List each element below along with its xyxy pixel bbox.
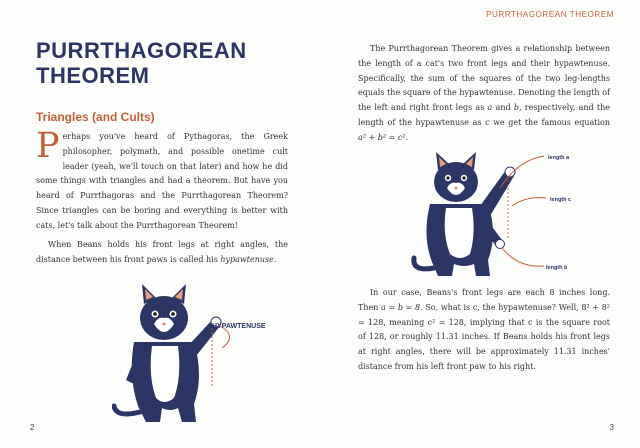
drop-cap: P: [36, 126, 60, 166]
running-head: PURRTHAGOREAN THEOREM: [486, 10, 614, 19]
hypawtenuse-paragraph-end: .: [273, 254, 277, 264]
theorem-text-2: and: [492, 103, 514, 113]
chapter-title: [36, 38, 296, 88]
right-page: [320, 0, 640, 448]
var-a: a: [487, 103, 493, 113]
theorem-text-3: , respectively, and the length of the hypawtenuse as: [358, 103, 610, 127]
var-c: c: [485, 117, 490, 127]
hypawtenuse-term: hypawtenuse: [220, 254, 274, 264]
var-b: b: [513, 103, 519, 113]
example-text-1: In our case, Beans's front legs are each 8 inches long. Then: [358, 288, 610, 312]
cat-legs-illustration: [408, 144, 618, 278]
hypawtenuse-label: HYPAWTENUSE: [212, 323, 266, 330]
length-b-label: length b: [546, 265, 568, 271]
example-text-2: . So, what is c, the hypawtenuse? Well, 8² + 8² = 128, meaning c² = 128, implying that c is the square root of 128, or roughly 11.31 inches. If Beans holds his front legs at right angles, there will be approximately 11.31 inches' distance from his left front paw to his right.: [358, 302, 610, 371]
chapter-title-line1: PURRTHAGOREAN: [36, 38, 247, 63]
length-a-label: length a: [548, 155, 570, 161]
theorem-text-4: we get the famous equation: [489, 117, 610, 127]
example-paragraph: [358, 286, 610, 375]
intro-paragraph-text: erhaps you've heard of Pythagoras, the Greek philosopher, polymath, and possible onetime cult leader (yeah, we'll touch on that later) and how he did some things with triangles and had a theorem. But have you heard of Purrthagoras and the Purrthagorean Theorem? Since triangles can be boring and everything is better with cats, let's talk about the Purrthagorean Theorem!: [36, 132, 288, 230]
page-number-right: 3: [609, 423, 614, 432]
theorem-paragraph: [358, 42, 610, 146]
hypawtenuse-paragraph-start: When Beans holds his front legs at right angles, the distance between his front paws is called his: [36, 240, 288, 264]
theorem-text-5: .: [405, 132, 409, 142]
cat-hypawtenuse-illustration: [112, 276, 292, 426]
chapter-title-line2: THEOREM: [36, 63, 150, 88]
hypawtenuse-paragraph: [36, 238, 288, 268]
example-equation: a = b = 8: [381, 302, 421, 312]
length-c-label: length c: [550, 197, 572, 203]
section-heading: Triangles (and Cults): [36, 110, 155, 124]
page-number-left: 2: [30, 423, 35, 432]
intro-paragraph: [36, 126, 288, 234]
theorem-equation: a² + b² = c²: [358, 132, 406, 142]
theorem-text-1: The Purrthagorean Theorem gives a relationship between the length of a cat's two front legs and their hypawtenuse. Specifically, the sum of the squares of the two leg-lengths equals the square of the hypawtenuse. Denoting the length of the left and right front legs as: [358, 44, 610, 113]
